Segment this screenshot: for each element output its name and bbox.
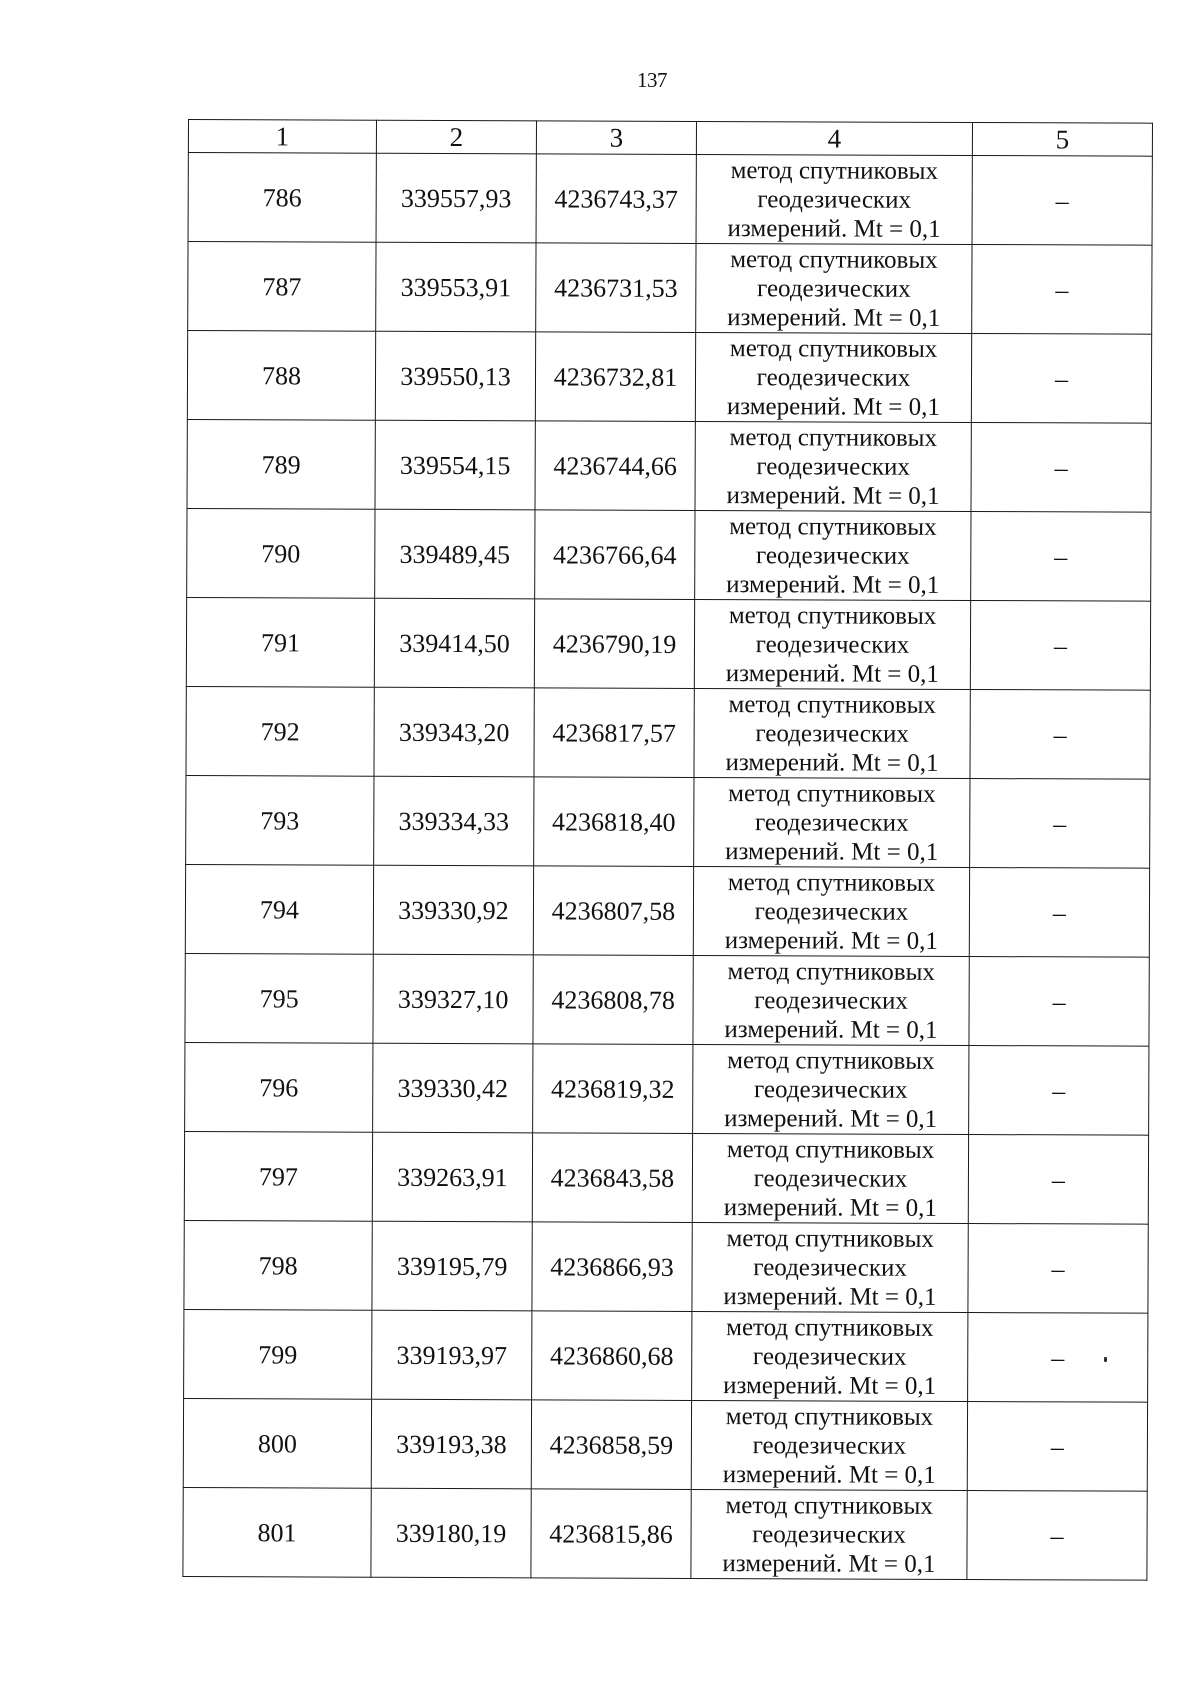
method-line: метод спутниковых [726,1135,935,1164]
note-cell [967,1402,1147,1492]
note-dash: – [1053,719,1067,749]
method-line: измерений. Mt = 0,1 [727,214,941,243]
method-line: измерений. Mt = 0,1 [726,570,940,599]
note-cell [971,423,1151,513]
point-number-cell: 793 [186,775,374,865]
table-row [185,1042,1149,1135]
coordinate-y-cell: 4236743,37 [536,154,696,244]
coordinate-x-cell: 339557,93 [376,153,536,243]
table-row [188,153,1152,246]
method-line: метод спутниковых [729,512,937,541]
note-dash: – [1050,1431,1064,1461]
note-cell [969,1046,1149,1136]
column-header: 5 [972,123,1152,157]
method-cell [692,1222,968,1312]
method-line: геодезических [754,808,909,837]
table-row [188,242,1152,335]
coordinate-y-cell: 4236731,53 [536,243,696,333]
coordinate-y-cell: 4236818,40 [534,777,694,867]
method-line: метод спутниковых [730,156,939,185]
note-dash: – [1053,630,1068,660]
scan-speck [1104,1357,1107,1362]
method-cell [694,599,970,689]
table-row [183,1398,1147,1491]
point-number-cell: 800 [183,1398,371,1488]
page-number: 137 [637,68,667,92]
method-line: геодезических [755,541,910,570]
note-dash: – [1055,274,1069,304]
method-line: метод спутниковых [727,868,936,897]
column-header: 3 [536,121,696,155]
column-header: 2 [376,120,536,154]
note-cell [970,601,1150,691]
table-row [187,331,1151,424]
method-line: геодезических [755,719,909,748]
method-cell [693,866,969,956]
coordinate-x-cell: 339343,20 [374,687,534,777]
point-number-cell: 787 [188,242,376,332]
method-line: геодезических [753,1164,908,1193]
method-line: геодезических [757,185,912,214]
method-line: геодезических [757,274,911,303]
method-line: геодезических [756,363,911,392]
method-line: измерений. Mt = 0,1 [723,1282,937,1311]
method-line: измерений. Mt = 0,1 [724,1104,938,1133]
method-line: метод спутниковых [725,1402,934,1431]
coordinate-y-cell: 4236766,64 [535,510,695,600]
coordinate-y-cell: 4236843,58 [532,1133,692,1223]
coordinate-y-cell: 4236808,78 [533,955,693,1045]
note-dash: – [1051,1342,1065,1372]
method-line: геодезических [754,897,909,926]
method-line: метод спутниковых [729,423,938,452]
coordinate-y-cell: 4236807,58 [533,866,693,956]
column-header: 1 [188,120,376,154]
method-line: измерений. Mt = 0,1 [724,926,938,955]
table-row [183,1487,1147,1580]
method-cell [691,1400,967,1490]
method-line: метод спутниковых [725,1491,933,1520]
note-dash: – [1052,986,1066,1016]
table-row [186,686,1150,779]
point-number-cell: 796 [185,1042,373,1132]
method-line: метод спутниковых [726,1224,934,1253]
point-number-cell: 792 [186,686,374,776]
coordinate-x-cell: 339193,97 [372,1310,532,1400]
method-line: измерений. Mt = 0,1 [723,1371,937,1400]
method-cell [693,1044,969,1134]
method-cell [696,243,972,333]
method-line: метод спутниковых [727,1046,935,1075]
note-dash: – [1050,1520,1064,1550]
method-line: измерений. Mt = 0,1 [726,481,940,510]
method-cell [694,688,970,778]
method-line: метод спутниковых [728,779,936,808]
method-cell [692,1133,968,1223]
note-cell [970,779,1150,869]
point-number-cell: 791 [186,597,374,687]
method-cell [695,332,971,422]
note-dash: – [1051,1253,1065,1283]
table-row [186,775,1150,868]
coordinate-y-cell: 4236744,66 [535,421,695,511]
coordinate-y-cell: 4236732,81 [535,332,695,422]
method-line: измерений. Mt = 0,1 [722,1549,936,1578]
table-header-row [188,120,1152,157]
table-row [187,508,1151,601]
coordinate-x-cell: 339550,13 [375,331,535,421]
note-dash: – [1053,808,1067,838]
coordinate-y-cell: 4236790,19 [534,599,694,689]
coordinate-y-cell: 4236819,32 [533,1044,693,1134]
coordinate-y-cell: 4236815,86 [531,1489,691,1579]
coordinate-y-cell: 4236860,68 [532,1311,692,1401]
note-dash: – [1055,185,1069,215]
point-number-cell: 789 [187,419,375,509]
method-line: метод спутниковых [727,957,935,986]
method-line: геодезических [753,1075,908,1104]
table-row [186,597,1150,690]
coordinate-x-cell: 339489,45 [375,509,535,599]
method-line: измерений. Mt = 0,1 [725,659,939,688]
coordinate-x-cell: 339554,15 [375,420,535,510]
method-line: метод спутниковых [730,245,938,274]
note-cell [967,1491,1147,1581]
point-number-cell: 788 [187,331,375,421]
point-number-cell: 801 [183,1487,371,1577]
coordinate-x-cell: 339414,50 [374,598,534,688]
method-line: геодезических [755,630,910,659]
coordinate-x-cell: 339195,79 [372,1221,532,1311]
method-cell [692,1311,968,1401]
note-cell [968,1313,1148,1403]
method-line: измерений. Mt = 0,1 [724,1015,938,1044]
coordinate-x-cell: 339330,92 [373,865,533,955]
point-number-cell: 798 [184,1220,372,1310]
point-number-cell: 799 [184,1309,372,1399]
coordinate-x-cell: 339193,38 [371,1399,531,1489]
table-row [184,1220,1148,1313]
method-line: геодезических [753,1253,907,1282]
method-line: геодезических [752,1520,906,1549]
note-dash: – [1052,897,1067,927]
point-number-cell: 797 [184,1131,372,1221]
coordinate-y-cell: 4236817,57 [534,688,694,778]
method-line: метод спутниковых [729,334,938,363]
note-dash: – [1052,1075,1066,1105]
method-line: геодезических [754,986,908,1015]
note-cell [968,1135,1148,1225]
note-cell [970,690,1150,780]
coordinate-x-cell: 339334,33 [374,776,534,866]
method-line: измерений. Mt = 0,1 [723,1193,937,1222]
point-number-cell: 786 [188,153,376,243]
coordinate-y-cell: 4236866,93 [532,1222,692,1312]
note-cell [971,334,1151,424]
point-number-cell: 795 [185,953,373,1043]
method-cell [695,421,971,511]
table-row [184,1309,1148,1402]
method-line: геодезических [752,1431,907,1460]
table-row [185,864,1149,957]
method-cell [696,154,972,244]
table-body [183,153,1152,1581]
note-dash: – [1054,452,1068,482]
coordinates-table [182,119,1153,1581]
method-line: геодезических [756,452,911,481]
method-line: измерений. Mt = 0,1 [725,748,939,777]
method-line: геодезических [752,1342,907,1371]
point-number-cell: 794 [185,864,373,954]
note-cell [969,957,1149,1047]
table-row [187,419,1151,512]
column-header: 4 [696,121,972,155]
method-cell [691,1489,967,1579]
coordinates-table-container [182,119,1152,1581]
method-cell [693,955,969,1045]
coordinate-y-cell: 4236858,59 [531,1400,691,1490]
method-line: измерений. Mt = 0,1 [727,303,941,332]
table-row [185,953,1149,1046]
table-row [184,1131,1148,1224]
method-line: измерений. Mt = 0,1 [725,837,939,866]
method-cell [694,777,970,867]
coordinate-x-cell: 339553,91 [376,242,536,332]
point-number-cell: 790 [187,508,375,598]
note-dash: – [1054,541,1068,571]
coordinate-x-cell: 339327,10 [373,954,533,1044]
note-dash: – [1051,1164,1065,1194]
coordinate-x-cell: 339263,91 [372,1132,532,1222]
note-cell [972,156,1152,246]
method-cell [695,510,971,600]
method-line: метод спутниковых [728,601,937,630]
coordinate-x-cell: 339330,42 [373,1043,533,1133]
note-cell [971,512,1151,602]
note-dash: – [1054,363,1069,393]
note-cell [972,245,1152,335]
method-line: измерений. Mt = 0,1 [726,392,940,421]
coordinate-x-cell: 339180,19 [371,1488,531,1578]
method-line: метод спутниковых [726,1313,934,1342]
note-cell [968,1224,1148,1314]
method-line: измерений. Mt = 0,1 [722,1460,936,1489]
note-cell [969,868,1149,958]
method-line: метод спутниковых [728,690,937,719]
